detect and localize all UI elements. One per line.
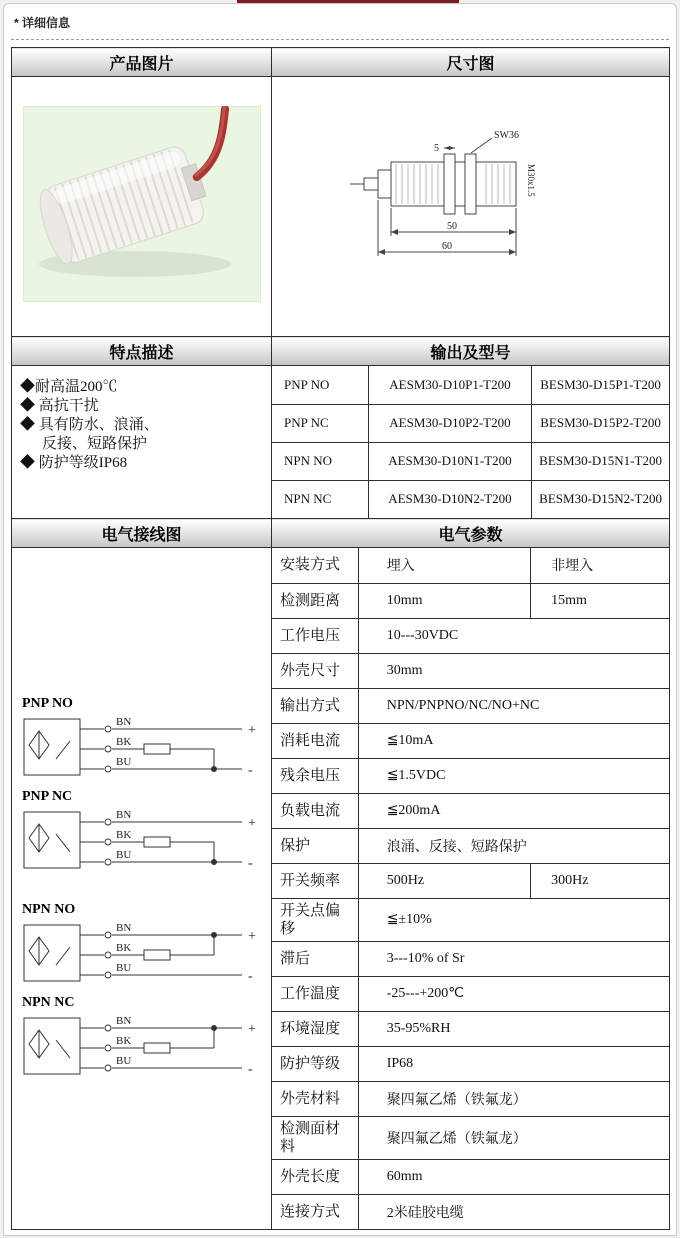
param-label: 工作温度 bbox=[272, 976, 358, 1011]
wire-label-bk: BK bbox=[116, 829, 132, 841]
wire-plus: + bbox=[248, 1022, 256, 1037]
param-label: 残余电压 bbox=[272, 758, 358, 793]
param-value: 聚四氟乙烯（铁氟龙） bbox=[358, 1081, 669, 1116]
header-features: 特点描述 bbox=[12, 337, 272, 366]
models-table bbox=[272, 366, 669, 518]
param-value: 非埋入 bbox=[531, 548, 669, 583]
param-value: ≦200mA bbox=[358, 793, 669, 828]
header-wiring: 电气接线图 bbox=[12, 519, 272, 548]
wire-plus: + bbox=[248, 816, 256, 831]
model-number: AESM30-D10P1-T200 bbox=[368, 366, 531, 404]
params-cell bbox=[272, 548, 670, 1230]
param-value: 30mm bbox=[358, 653, 669, 688]
feature-line: ◆ 高抗干扰 bbox=[20, 398, 99, 414]
dimension-drawing bbox=[346, 124, 596, 284]
wire-label-bn: BN bbox=[116, 716, 132, 728]
wire-minus: - bbox=[248, 763, 253, 778]
product-image-cell bbox=[12, 77, 272, 337]
param-label: 连接方式 bbox=[272, 1194, 358, 1229]
param-row bbox=[272, 941, 669, 976]
wire-plus: + bbox=[248, 929, 256, 944]
param-label: 滞后 bbox=[272, 941, 358, 976]
param-value: 60mm bbox=[358, 1159, 669, 1194]
dimension-drawing-cell bbox=[272, 77, 670, 337]
param-value: 500Hz bbox=[358, 863, 530, 898]
param-value: 聚四氟乙烯（铁氟龙） bbox=[358, 1116, 669, 1159]
param-row bbox=[272, 723, 669, 758]
wiring-title: PNP NO bbox=[22, 696, 73, 711]
param-label: 检测距离 bbox=[272, 583, 358, 618]
wiring-svg-npn-no bbox=[18, 918, 268, 988]
dim-label-thread: M30x1.5 bbox=[525, 164, 536, 197]
feature-line: ◆ 防护等级IP68 bbox=[20, 455, 128, 471]
wire-plus: + bbox=[248, 723, 256, 738]
wire-label-bu: BU bbox=[116, 1055, 132, 1067]
param-label: 外壳尺寸 bbox=[272, 653, 358, 688]
header-product-image: 产品图片 bbox=[12, 48, 272, 77]
param-row bbox=[272, 1011, 669, 1046]
dashed-divider bbox=[11, 39, 669, 40]
model-number: AESM30-D10P2-T200 bbox=[368, 404, 531, 442]
image-row bbox=[12, 77, 670, 337]
param-row bbox=[272, 618, 669, 653]
param-label: 保护 bbox=[272, 828, 358, 863]
model-type: NPN NC bbox=[272, 480, 368, 518]
param-label: 开关点偏移 bbox=[272, 898, 358, 941]
wiring-diagram-pnp-nc bbox=[18, 789, 271, 880]
param-value: IP68 bbox=[358, 1046, 669, 1081]
product-photo bbox=[23, 106, 261, 302]
wiring-cell bbox=[12, 548, 272, 1230]
model-type: PNP NC bbox=[272, 404, 368, 442]
model-type: NPN NO bbox=[272, 442, 368, 480]
param-value: 10mm bbox=[358, 583, 530, 618]
params-table bbox=[272, 548, 669, 1229]
param-value: ≦1.5VDC bbox=[358, 758, 669, 793]
dim-label-60: 60 bbox=[441, 241, 452, 252]
feature-line: ◆耐高温200℃ bbox=[20, 379, 118, 395]
model-number: BESM30-D15P2-T200 bbox=[532, 404, 669, 442]
model-row bbox=[272, 366, 669, 404]
param-row bbox=[272, 583, 669, 618]
param-label: 防护等级 bbox=[272, 1046, 358, 1081]
wire-label-bn: BN bbox=[116, 1015, 132, 1027]
param-value: NPN/PNPNO/NC/NO+NC bbox=[358, 688, 669, 723]
wiring-diagram-npn-no bbox=[18, 902, 271, 993]
wire-minus: - bbox=[248, 969, 253, 984]
param-value: ≦±10% bbox=[358, 898, 669, 941]
param-label: 环境湿度 bbox=[272, 1011, 358, 1046]
header-row-3 bbox=[12, 519, 670, 548]
param-value: 浪涌、反接、短路保护 bbox=[358, 828, 669, 863]
detail-info-label: * 详细信息 bbox=[14, 16, 71, 30]
param-row bbox=[272, 976, 669, 1011]
param-row bbox=[272, 653, 669, 688]
wire-label-bk: BK bbox=[116, 736, 132, 748]
wiring-title: NPN NC bbox=[22, 995, 75, 1010]
wiring-svg-pnp-nc bbox=[18, 805, 268, 875]
header-dimension: 尺寸图 bbox=[272, 48, 670, 77]
param-row bbox=[272, 1194, 669, 1229]
wire-minus: - bbox=[248, 1062, 253, 1077]
model-number: BESM30-D15N2-T200 bbox=[532, 480, 669, 518]
param-label: 开关频率 bbox=[272, 863, 358, 898]
model-number: BESM30-D15N1-T200 bbox=[532, 442, 669, 480]
feature-line: ◆ 具有防水、浪涌、 bbox=[20, 417, 159, 433]
param-label: 工作电压 bbox=[272, 618, 358, 653]
param-value: ≦10mA bbox=[358, 723, 669, 758]
param-row bbox=[272, 758, 669, 793]
param-value: 埋入 bbox=[358, 548, 530, 583]
param-label: 外壳长度 bbox=[272, 1159, 358, 1194]
wiring-diagram-pnp-no bbox=[18, 696, 271, 787]
param-row bbox=[272, 793, 669, 828]
param-row bbox=[272, 1046, 669, 1081]
wire-minus: - bbox=[248, 856, 253, 871]
wiring-svg-pnp-no bbox=[18, 712, 268, 782]
wire-label-bu: BU bbox=[116, 962, 132, 974]
param-label: 输出方式 bbox=[272, 688, 358, 723]
model-row bbox=[272, 480, 669, 518]
wire-label-bn: BN bbox=[116, 809, 132, 821]
param-value: 10---30VDC bbox=[358, 618, 669, 653]
header-row-2 bbox=[12, 337, 670, 366]
dim-label-5: 5 bbox=[433, 143, 439, 154]
param-label: 安装方式 bbox=[280, 557, 341, 574]
param-value: 3---10% of Sr bbox=[358, 941, 669, 976]
param-row bbox=[272, 548, 669, 583]
model-number: AESM30-D10N2-T200 bbox=[368, 480, 531, 518]
models-cell bbox=[272, 366, 670, 519]
wire-label-bu: BU bbox=[116, 756, 132, 768]
param-row bbox=[272, 1116, 669, 1159]
feature-line: 反接、短路保护 bbox=[42, 436, 148, 452]
model-row bbox=[272, 404, 669, 442]
param-label: 消耗电流 bbox=[272, 723, 358, 758]
param-label: 检测面材料 bbox=[272, 1116, 358, 1159]
model-row bbox=[272, 442, 669, 480]
param-row bbox=[272, 1159, 669, 1194]
param-row bbox=[272, 828, 669, 863]
wiring-title: PNP NC bbox=[22, 789, 73, 804]
dim-label-sw36: SW36 bbox=[493, 130, 519, 141]
header-row-1 bbox=[12, 48, 670, 77]
wiring-diagram-npn-nc bbox=[18, 995, 271, 1086]
param-label: 负载电流 bbox=[272, 793, 358, 828]
content-panel bbox=[3, 3, 677, 1236]
param-row bbox=[272, 1081, 669, 1116]
param-value: 2米硅胶电缆 bbox=[358, 1194, 669, 1229]
features-models-row bbox=[12, 366, 670, 519]
wire-label-bk: BK bbox=[116, 1035, 132, 1047]
model-number: AESM30-D10N1-T200 bbox=[368, 442, 531, 480]
param-label: 外壳材料 bbox=[272, 1081, 358, 1116]
model-type: PNP NO bbox=[284, 376, 330, 392]
param-value: 15mm bbox=[531, 583, 669, 618]
wire-label-bn: BN bbox=[116, 922, 132, 934]
header-models: 输出及型号 bbox=[272, 337, 670, 366]
dim-label-50: 50 bbox=[446, 221, 457, 232]
spec-table bbox=[11, 47, 670, 1230]
header-params: 电气参数 bbox=[272, 519, 670, 548]
wire-label-bu: BU bbox=[116, 849, 132, 861]
model-number: BESM30-D15P1-T200 bbox=[532, 366, 669, 404]
wiring-svg-npn-nc bbox=[18, 1011, 268, 1081]
features-cell bbox=[12, 366, 272, 519]
param-value: -25---+200℃ bbox=[358, 976, 669, 1011]
wire-label-bk: BK bbox=[116, 942, 132, 954]
wiring-params-row bbox=[12, 548, 670, 1230]
param-row bbox=[272, 688, 669, 723]
param-value: 35-95%RH bbox=[358, 1011, 669, 1046]
param-value: 300Hz bbox=[531, 863, 669, 898]
wiring-title: NPN NO bbox=[22, 902, 76, 917]
param-row bbox=[272, 863, 669, 898]
param-row bbox=[272, 898, 669, 941]
